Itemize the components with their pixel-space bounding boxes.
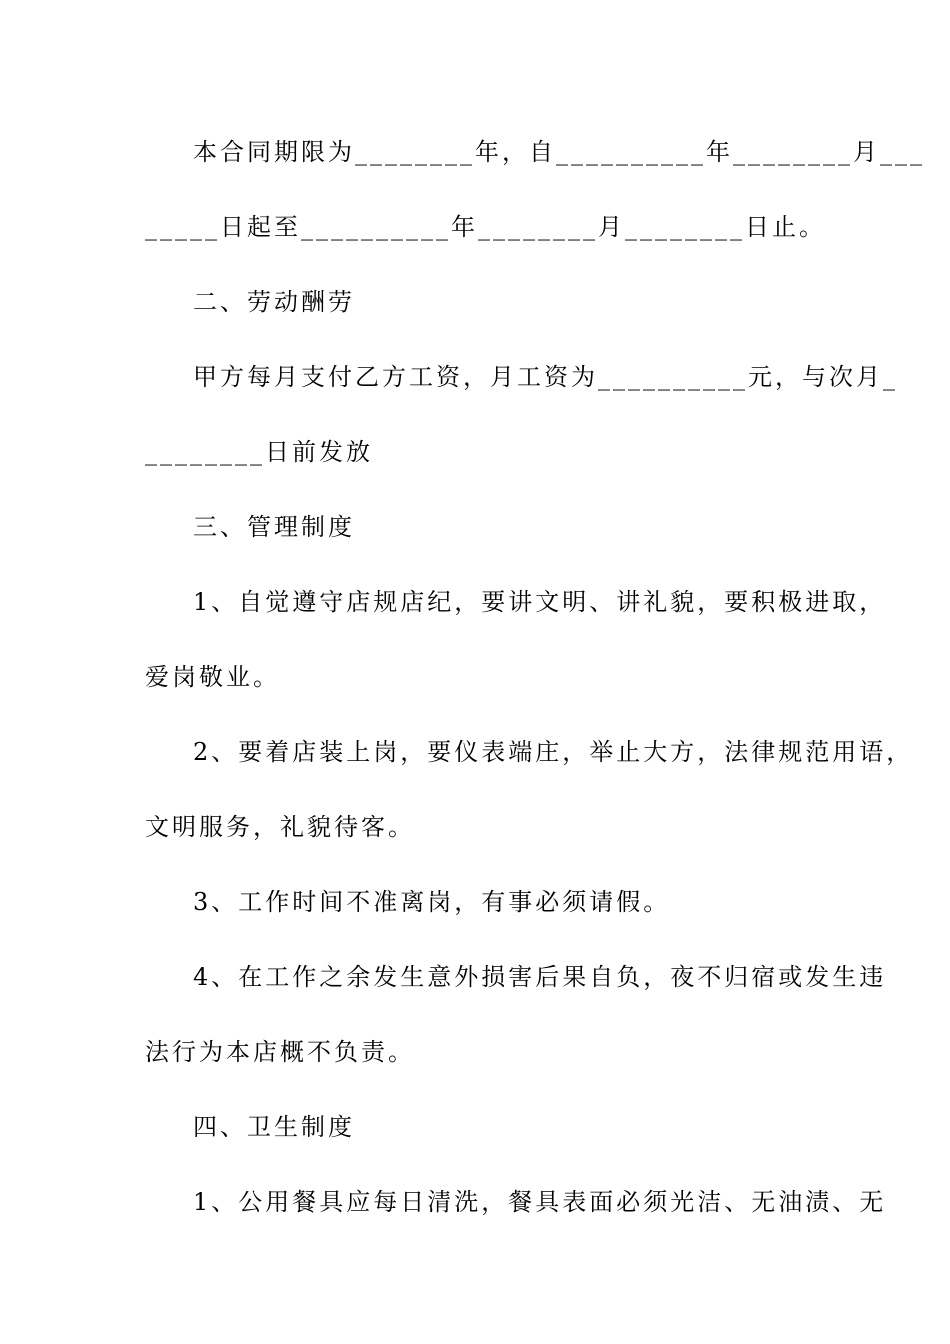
management-rule-3: 3、工作时间不准离岗，有事必须请假。 [193, 888, 671, 916]
salary-line-1: 甲方每月支付乙方工资，月工资为__________元，与次月_ [193, 363, 898, 391]
management-rule-1-line-1: 1、自觉遵守店规店纪，要讲文明、讲礼貌，要积极进取， [193, 588, 887, 616]
management-rule-4-line-2: 法行为本店概不负责。 [145, 1038, 415, 1066]
section-heading-management: 三、管理制度 [193, 513, 355, 541]
contract-term-line-2: _____日起至__________年________月________日止。 [145, 213, 826, 241]
management-rule-1-line-2: 爱岗敬业。 [145, 663, 280, 691]
management-rule-4-line-1: 4、在工作之余发生意外损害后果自负，夜不归宿或发生违 [193, 963, 887, 991]
hygiene-rule-1-line-1: 1、公用餐具应每日清洗，餐具表面必须光洁、无油渍、无 [193, 1188, 887, 1216]
contract-term-line-1: 本合同期限为________年，自__________年________月___ [193, 138, 925, 166]
salary-line-2: ________日前发放 [145, 438, 373, 466]
management-rule-2-line-1: 2、要着店装上岗，要仪表端庄，举止大方，法律规范用语， [193, 738, 914, 766]
section-heading-remuneration: 二、劳动酬劳 [193, 288, 355, 316]
section-heading-hygiene: 四、卫生制度 [193, 1113, 355, 1141]
management-rule-2-line-2: 文明服务，礼貌待客。 [145, 813, 415, 841]
